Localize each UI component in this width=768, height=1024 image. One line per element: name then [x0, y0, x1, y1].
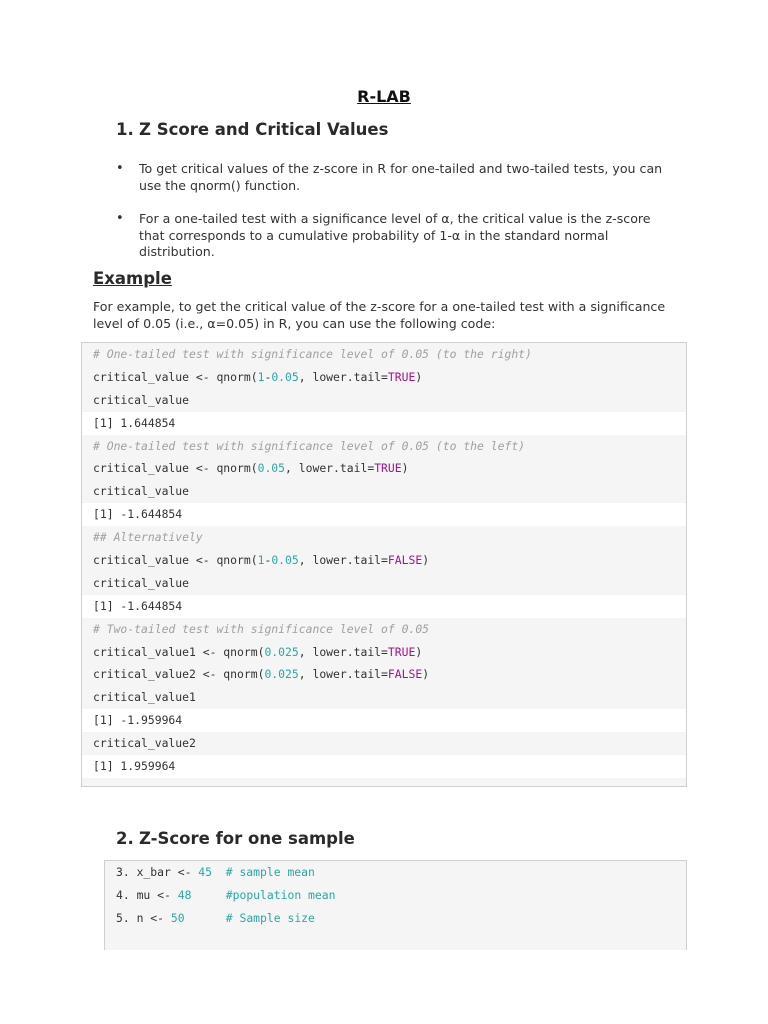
code-text: ) — [422, 667, 430, 682]
section-heading-one-sample — [116, 829, 355, 848]
code-text: , lower.tail= — [298, 369, 388, 384]
code-text: , lower.tail= — [285, 461, 375, 476]
code-keyword: FALSE — [387, 553, 423, 568]
code-keyword: TRUE — [374, 461, 402, 476]
code-text: ) — [415, 644, 423, 659]
code-text: , lower.tail= — [298, 667, 388, 682]
code-text: critical_value — [93, 575, 190, 590]
code-line — [82, 389, 686, 412]
code-number: 0.025 — [264, 644, 299, 659]
section-title: Z-Score for one sample — [139, 829, 355, 848]
code-text: critical_value2 — [93, 736, 196, 751]
code-line — [82, 435, 686, 458]
code-output-line — [82, 595, 686, 618]
example-paragraph: For example, to get the critical value of the z-score for a one-tailed test with a significance level of 0.05 (i.e., α=0.05) in R, you can use the following code: — [93, 299, 666, 331]
code-text: critical_value2 <- qnorm( — [93, 667, 265, 682]
code-line — [82, 572, 686, 595]
code-number: 0.05 — [271, 369, 299, 384]
code-text: - — [264, 553, 272, 568]
code-text: - — [264, 369, 272, 384]
bullet-item: • To get critical values of the z-score in R for one-tailed and two-tailed tests, you can use the qnorm() function. — [116, 161, 676, 194]
code-output-line — [82, 503, 686, 526]
code-text: , lower.tail= — [298, 553, 388, 568]
code-text: ) — [415, 369, 423, 384]
code-number: 50 — [170, 910, 185, 925]
code-block-critical-values[interactable] — [81, 342, 687, 787]
code-number: 48 — [177, 887, 192, 902]
code-text: critical_value — [93, 392, 190, 407]
page-title: R-LAB — [357, 87, 411, 106]
code-output: [1] 1.644854 — [93, 415, 176, 430]
code-comment: # sample mean — [225, 865, 315, 879]
line-number: 3. — [116, 865, 130, 879]
code-text: x_bar <- — [129, 865, 199, 879]
section-number: 1. — [116, 120, 134, 139]
code-comment: # Sample size — [225, 910, 315, 925]
bullet-list — [116, 161, 676, 278]
code-text: , lower.tail= — [298, 644, 388, 659]
code-line — [82, 732, 686, 755]
code-line — [105, 907, 686, 930]
code-number: 0.05 — [271, 553, 299, 568]
code-output: [1] -1.644854 — [93, 598, 183, 613]
code-number: 0.025 — [264, 667, 299, 682]
code-line — [82, 663, 686, 686]
section-title: Z Score and Critical Values — [139, 120, 389, 139]
code-text — [191, 888, 225, 902]
code-comment: # Two-tailed test with significance level of 0.05 — [93, 621, 430, 636]
code-keyword: FALSE — [387, 667, 423, 682]
code-text — [212, 865, 226, 879]
code-text: critical_value <- qnorm( — [93, 461, 258, 476]
code-text: critical_value <- qnorm( — [93, 369, 258, 384]
code-line — [82, 366, 686, 389]
code-number: 1 — [257, 553, 265, 568]
code-text: critical_value <- qnorm( — [93, 553, 258, 568]
code-text: critical_value1 — [93, 690, 196, 705]
section-heading-z-score — [116, 120, 388, 139]
code-output-line — [82, 412, 686, 435]
bullet-item: • For a one-tailed test with a significance level of α, the critical value is the z-score that corresponds to a cumulative probability of 1-α in the standard normal distribution. — [116, 211, 676, 261]
code-comment: # One-tailed test with significance level of 0.05 (to the left) — [93, 438, 526, 453]
code-line — [82, 686, 686, 709]
code-line — [82, 618, 686, 641]
code-output-line — [82, 709, 686, 732]
code-text: n <- — [129, 910, 171, 925]
code-text: ) — [422, 553, 430, 568]
code-output: [1] -1.644854 — [93, 507, 183, 522]
code-line — [82, 343, 686, 366]
code-line — [82, 457, 686, 480]
code-number: 45 — [198, 865, 213, 879]
code-comment: #population mean — [225, 887, 336, 902]
code-block-one-sample[interactable] — [104, 860, 687, 950]
code-keyword: TRUE — [387, 644, 416, 659]
code-line — [82, 526, 686, 549]
code-line — [82, 480, 686, 503]
code-text: critical_value1 <- qnorm( — [93, 644, 265, 659]
code-text: critical_value — [93, 484, 190, 499]
line-number: 4. — [116, 887, 130, 902]
section-number: 2. — [116, 829, 134, 848]
code-output-line — [82, 755, 686, 778]
code-line — [82, 549, 686, 572]
example-heading: Example — [93, 269, 172, 288]
code-keyword: TRUE — [387, 369, 416, 384]
code-line — [105, 861, 686, 884]
code-text — [185, 911, 226, 925]
code-line — [105, 884, 686, 907]
code-number: 0.05 — [257, 461, 286, 476]
code-text: mu <- — [129, 887, 178, 902]
code-comment: # One-tailed test with significance level of 0.05 (to the right) — [93, 347, 532, 361]
code-line — [82, 641, 686, 664]
line-number: 5. — [116, 910, 130, 925]
code-output: [1] 1.959964 — [93, 759, 176, 774]
code-output: [1] -1.959964 — [93, 713, 183, 728]
code-text: ) — [401, 461, 409, 476]
code-number: 1 — [257, 369, 265, 384]
code-comment: ## Alternatively — [93, 530, 203, 545]
